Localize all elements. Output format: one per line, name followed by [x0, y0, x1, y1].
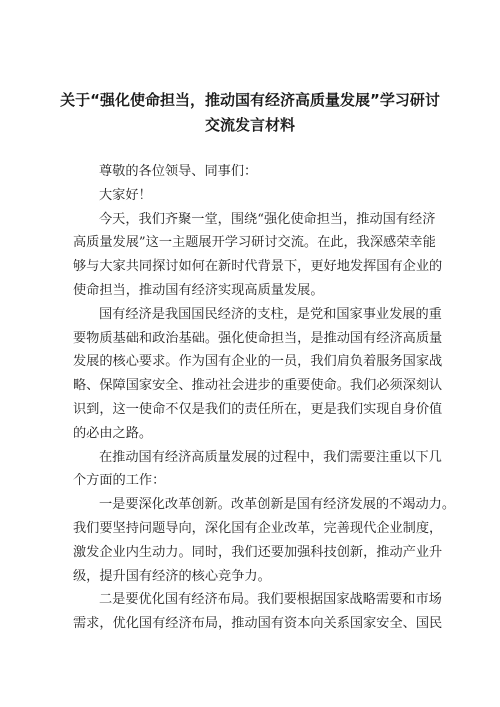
document-title-line-1: 关于“强化使命担当，推动国有经济高质量发展”学习研讨	[60, 91, 440, 109]
body-text-line: 的必由之路。	[73, 425, 153, 441]
body-text-line: 激发企业内生动力。同时，我们还要加强科技创新，推动产业升	[73, 544, 443, 560]
body-text-line: 个方面的工作：	[73, 473, 166, 489]
body-text-line: 发展的核心要求。作为国有企业的一员，我们肩负着服务国家战	[73, 354, 443, 370]
body-text-line: 我们要坚持问题导向，深化国有企业改革，完善现代企业制度，	[73, 520, 443, 536]
body-text-line: 二是要优化国有经济布局。我们要根据国家战略需要和市场	[99, 592, 442, 608]
body-text-line: 级，提升国有经济的核心竞争力。	[73, 568, 271, 584]
body-text-line: 一是要深化改革创新。改革创新是国有经济发展的不竭动力。	[99, 497, 456, 513]
body-text-line: 尊敬的各位领导、同事们：	[99, 164, 258, 179]
body-text-line: 国有经济是我国国民经济的支柱，是党和国家事业发展的重	[99, 306, 442, 322]
body-text-line: 需求，优化国有经济布局，推动国有资本向关系国家安全、国民	[73, 616, 443, 632]
body-text-line: 使命担当，推动国有经济实现高质量发展。	[73, 282, 324, 298]
body-text-line: 今天，我们齐聚一堂，围绕“强化使命担当，推动国有经济	[99, 211, 436, 227]
document-title-line-2: 交流发言材料	[204, 116, 295, 134]
body-text-line: 够与大家共同探讨如何在新时代背景下，更好地发挥国有企业的	[73, 259, 443, 275]
document-body	[73, 160, 456, 636]
body-text-line: 略、保障国家安全、推动社会进步的重要使命。我们必须深刻认	[73, 378, 443, 394]
body-text-line: 高质量发展”这一主题展开学习研讨交流。在此，我深感荣幸能	[73, 235, 436, 251]
body-text-line: 在推动国有经济高质量发展的过程中，我们需要注重以下几	[99, 449, 442, 465]
body-text-line: 大家好！	[99, 187, 152, 203]
body-text-line: 要物质基础和政治基础。强化使命担当，是推动国有经济高质量	[73, 330, 443, 346]
body-text-line: 识到，这一使命不仅是我们的责任所在，更是我们实现自身价值	[73, 401, 443, 417]
